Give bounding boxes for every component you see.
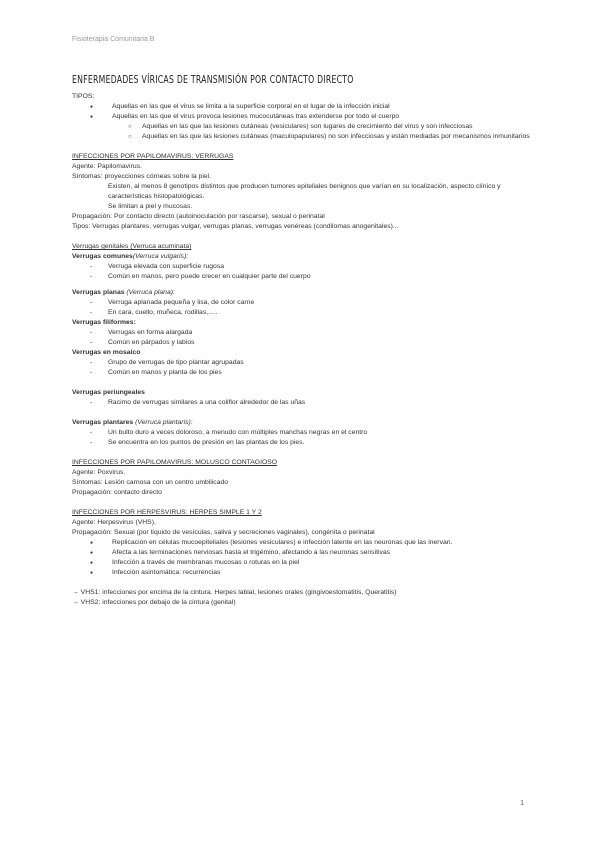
document-body — [72, 92, 532, 608]
document-title: ENFERMEDADES VÍRICAS DE TRANSMISIÓN POR CONTACTO DIRECTO — [72, 74, 354, 86]
mosaico-item-2: - Común en manos y planta de los pies — [72, 368, 532, 378]
comunes-name: Verrugas comunes — [72, 253, 133, 260]
molusco-agente: Agente: Poxvirus. — [72, 469, 126, 476]
herpes-heading: INFECCIONES POR HERPESVIRUS: HERPES SIMPLE 1 Y 2 — [72, 509, 262, 516]
planas-item-1: - Verruga aplanada pequeña y lisa, de color carne — [72, 298, 532, 308]
comunes-item-1: - Verruga elevada con superficie rugosa — [72, 262, 532, 272]
tipos-bullet-2: ● Aquellas en las que el virus provoca lesiones mucocutáneas tras extenderse por todo el cuerpo — [72, 112, 532, 122]
verrugas-heading: INFECCIONES POR PAPILOMAVIRUS: VERRUGAS — [72, 153, 234, 160]
verrugas-sintomas: Síntomas: proyecciones córneas sobre la piel. — [72, 173, 212, 180]
running-header: Fisioterapia Comunitaria B — [72, 36, 155, 43]
verrugas-propagacion: Propagación: Por contacto directo (autoinoculación por rascarse), sexual o perinatal — [72, 213, 325, 220]
verrugas-limitan: Se limitan a piel y mucosas. — [108, 203, 193, 210]
planas-name: Verrugas planas — [72, 289, 125, 296]
herpes-agente: Agente: Herpesvirus (VHS). — [72, 519, 156, 526]
herpes-bullet-3: ● Infección a través de membranas mucosas o roturas en la piel — [72, 558, 532, 568]
verrugas-tipos: Tipos: Verrugas plantares, verrugas vulgar, verrugas planas, verrugas venéreas (condilomas anogenitales)... — [72, 223, 399, 230]
tipos-label: TIPOS: — [72, 93, 95, 100]
plantares-name: Verrugas plantares — [72, 419, 134, 426]
verrugas-agente: Agente: Papilomavirus. — [72, 163, 142, 170]
comunes-item-2: - Común en manos, pero puede crecer en cualquier parte del cuerpo — [72, 272, 532, 282]
herpes-bullet-2: ● Afecta a las terminaciones nerviosas hasta el trigémino, afectando a las neuronas sensitivas — [72, 548, 532, 558]
herpes-bullet-4: ● Infección asintomática: recurrencias — [72, 568, 532, 578]
tipos-sub-2: ○ Aquellas en las que las lesiones cutáneas (maculopapulares) no son infecciosas y están mediadas por mecanismos inmunitarios — [72, 132, 532, 142]
periungeales-item-1: - Racimo de verrugas similares a una coliflor alrededor de las uñas — [72, 398, 532, 408]
plantares-item-1: - Un bulto duro a veces doloroso, a menudo con múltiples manchas negras en el centro — [72, 428, 532, 438]
molusco-propagacion: Propagación: contacto directo — [72, 489, 162, 496]
planas-latin: (Verruca plana): — [126, 289, 175, 296]
filiformes-item-2: - Común en párpados y labios — [72, 338, 532, 348]
mosaico-item-1: - Grupo de verrugas de tipo plantar agrupadas — [72, 358, 532, 368]
molusco-heading: INFECCIONES POR PAPILOMAVIRUS: MOLUSCO CONTAGIOSO — [72, 459, 278, 466]
molusco-sintomas: Síntomas: Lesión carnosa con un centro umbilicado — [72, 479, 229, 486]
page-number: 1 — [520, 800, 524, 807]
vhs1-note: → VHS1: infecciones por encima de la cintura. Herpes labial, lesiones orales (gingivoestomatitis, Queratitis) — [72, 589, 397, 596]
planas-item-2: - En cara, cuello, muñeca, rodillas,..... — [72, 308, 532, 318]
vhs2-note: → VHS2: infecciones por debajo de la cintura (genital) — [72, 599, 236, 606]
tipos-bullet-1: ● Aquellas en las que el virus se limita a la superficie corporal en el lugar de la infección inicial — [72, 102, 532, 112]
plantares-latin: (Verruca plantaris): — [135, 419, 193, 426]
herpes-propagacion: Propagación: Sexual (por líquido de vesículas, saliva y secreciones vaginales), congénita o perinatal — [72, 529, 375, 536]
verrugas-genotipos: Existen, al menos 8 genotipos distintos que producen tumores epiteliales benignos que varían en su localización, aspecto clínico y características histopatológicas. — [108, 183, 501, 200]
herpes-bullet-1: ● Replicación en células mucoepiteliales (lesiones vesiculares) e infección latente en las neuronas que las inervan. — [72, 538, 532, 548]
verrugas-genitales: Verrugas genitales (Verruca acuminata) — [72, 243, 192, 250]
tipos-sub-1: ○ Aquellas en las que las lesiones cutáneas (vesiculares) son lugares de crecimiento del virus y son infecciosas — [72, 122, 532, 132]
plantares-item-2: - Se encuentra en los puntos de presión en las plantas de los pies. — [72, 438, 532, 448]
filiformes-name: Verrugas filiformes: — [72, 319, 136, 326]
filiformes-item-1: - Verrugas en forma alargada — [72, 328, 532, 338]
comunes-latin: (Verruca vulgaris): — [132, 253, 189, 260]
periungeales-name: Verrugas periungeales — [72, 389, 145, 396]
mosaico-name: Verrugas en mosaico — [72, 349, 141, 356]
